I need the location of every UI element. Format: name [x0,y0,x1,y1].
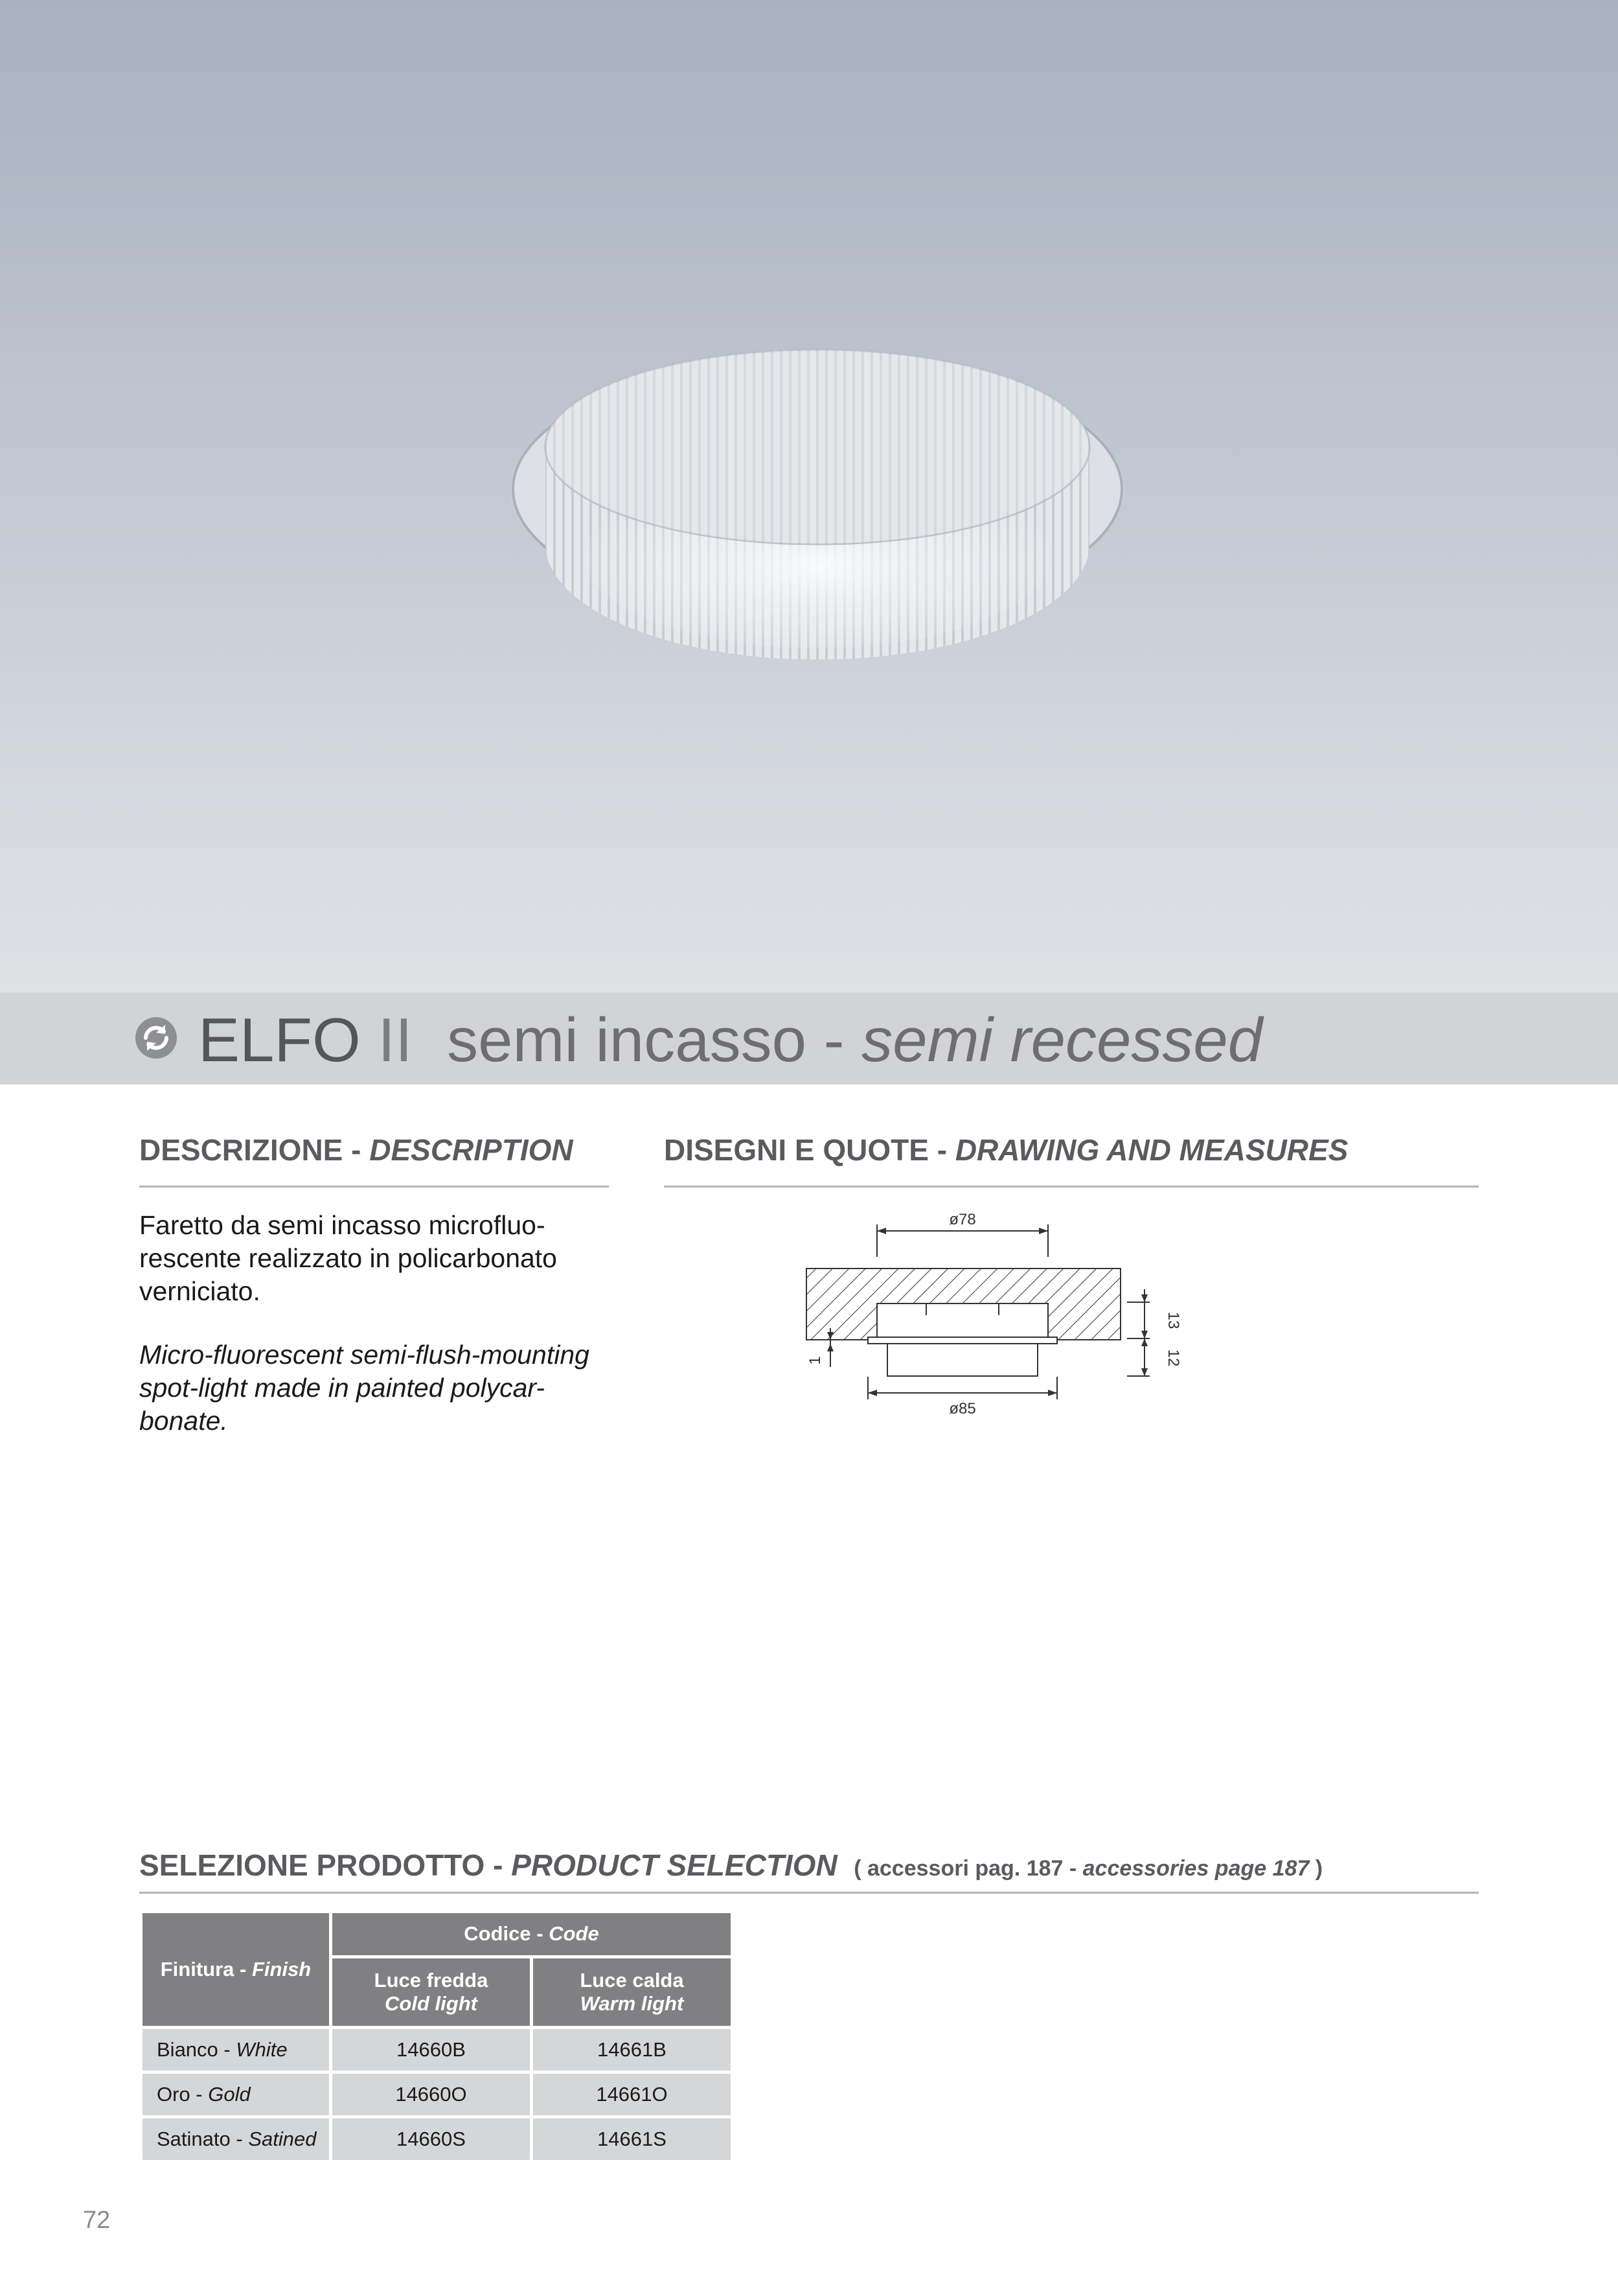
finish-cell [142,2029,329,2071]
product-photo [0,0,1618,993]
finish-cell [142,2074,329,2115]
dimension-top-label: ø78 [949,1211,976,1228]
cold-light-header-en: Cold light [385,1992,477,2015]
warm-light-header-en: Warm light [580,1992,684,2015]
description-text-en [139,1338,612,1438]
warm-light-header-it: Luce calda [580,1968,684,1992]
description-divider [139,1186,609,1188]
product-subtitle-it: semi incasso - [447,1005,862,1075]
product-table [139,1910,734,2163]
refresh-icon [134,1016,178,1060]
description-line: bonate. [139,1406,228,1436]
page-title [198,1002,1262,1079]
description-line: Micro-fluorescent semi-flush-mounting [139,1340,589,1370]
finish-cell [142,2118,329,2160]
finish-it: Bianco - [157,2038,236,2061]
table-row [142,2029,731,2071]
drawing-heading-it: DISEGNI E QUOTE - [664,1133,955,1167]
description-line: Faretto da semi incasso microfluo- [139,1210,545,1240]
description-text-it [139,1209,612,1308]
warm-code-cell: 14661B [533,2029,731,2071]
accessories-note-en: accessories page 187 [1082,1856,1310,1881]
cold-light-header [332,1958,530,2026]
dimension-bottom-label: ø85 [949,1400,976,1418]
product-subtitle-en: semi recessed [861,1005,1263,1075]
finish-it: Satinato - [157,2128,249,2150]
technical-drawing [797,1205,1185,1419]
accessories-note-it: ( accessori pag. 187 - [854,1856,1083,1881]
selection-heading-it: SELEZIONE PRODOTTO - [139,1848,512,1882]
code-header [332,1913,731,1955]
finish-header [142,1913,329,2026]
cold-code-cell: 14660B [332,2029,530,2071]
housing-body [877,1303,1048,1340]
description-heading-en: DESCRIPTION [369,1133,573,1167]
finish-en: White [236,2038,288,2061]
drawing-divider [664,1186,1479,1188]
description-heading-it: DESCRIZIONE - [139,1133,370,1167]
cold-code-cell: 14660S [332,2118,530,2160]
table-row [142,2074,731,2115]
warm-light-header [533,1958,731,2026]
selection-heading-en: PRODUCT SELECTION [511,1848,837,1882]
warm-code-cell: 14661S [533,2118,731,2160]
description-heading [139,1132,573,1167]
dimension-right-label-a: 12 [1165,1349,1182,1367]
warm-code-cell: 14661O [533,2074,731,2115]
description-line: verniciato. [139,1276,260,1306]
cold-code-cell: 14660O [332,2074,530,2115]
dimension-right-label-b: 13 [1165,1311,1182,1329]
product-mark: II [378,1005,413,1075]
description-line: rescente realizzato in policarbonato [139,1243,557,1273]
table-row [142,2118,731,2160]
cold-light-header-it: Luce fredda [374,1968,488,1992]
flange [868,1337,1057,1344]
selection-heading [139,1848,1323,1883]
page-number: 72 [83,2207,111,2234]
drawing-heading [664,1132,1348,1167]
finish-en: Gold [208,2083,251,2106]
dimension-left-label: 1 [806,1356,824,1365]
finish-header-en: Finish [251,1958,312,1980]
description-line: spot-light made in painted polycar- [139,1373,545,1403]
diffuser [887,1344,1038,1376]
finish-header-it: Finitura - [160,1958,252,1980]
drawing-heading-en: DRAWING AND MEASURES [955,1133,1349,1167]
code-header-en: Code [549,1922,599,1946]
recessed-light-illustration [0,0,1618,993]
selection-divider [139,1892,1479,1894]
finish-en: Satined [248,2128,317,2150]
product-name: ELFO [198,1005,361,1075]
accessories-note-close: ) [1309,1856,1323,1881]
code-header-it: Codice - [464,1922,549,1946]
finish-it: Oro - [157,2083,209,2106]
accessories-note [854,1856,1323,1881]
